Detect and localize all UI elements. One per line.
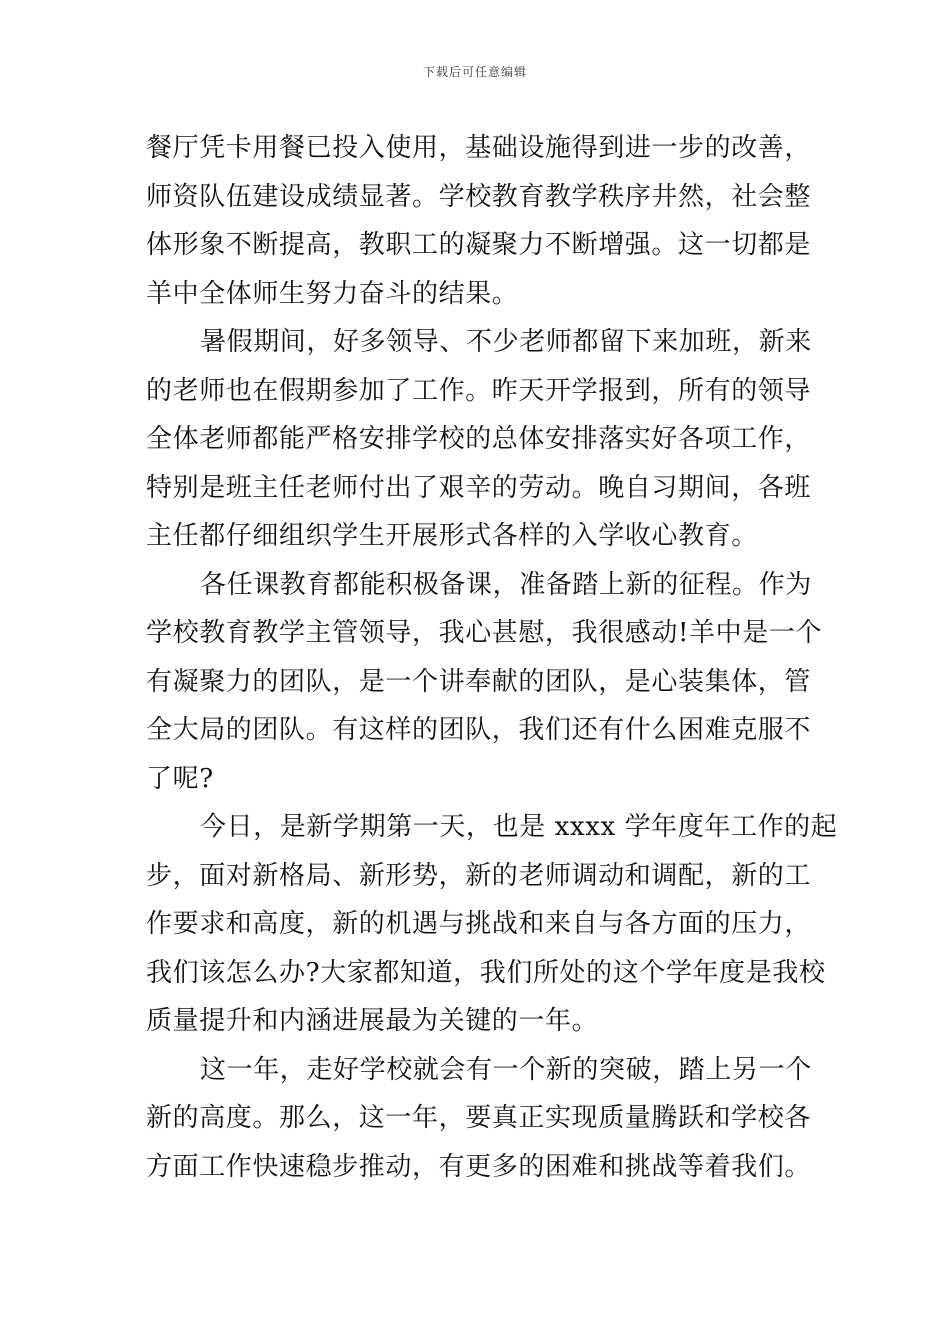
text-line: 各任课教育都能积极备课，准备踏上新的征程。作为	[200, 569, 812, 600]
page-header: 下载后可任意编辑	[422, 65, 527, 79]
text-line: 羊中全体师生努力奋斗的结果。	[146, 278, 519, 309]
text-line: 作要求和高度，新的机遇与挑战和来自与各方面的压力，	[146, 909, 812, 939]
text-line: 新的高度。那么，这一年，要真正实现质量腾跃和学校各	[146, 1103, 812, 1133]
text-line: 主任都仔细组织学生开展形式各样的入学收心教育。	[146, 521, 758, 551]
text-line: 质量提升和内涵进展最为关键的一年。	[146, 1006, 599, 1036]
text-line: 学校教育教学主管领导，我心甚慰，我很感动!羊中是一个	[146, 618, 823, 648]
document-body	[146, 124, 838, 1191]
text-line: 师资队伍建设成绩显著。学校教育教学秩序井然，社会整	[146, 181, 812, 212]
text-line: 步，面对新格局、新形势，新的老师调动和调配，新的工	[146, 860, 812, 891]
text-line: 体形象不断提高，教职工的凝聚力不断增强。这一切都是	[146, 230, 812, 260]
text-line: 特别是班主任老师付出了艰辛的劳动。晚自习期间，各班	[146, 472, 812, 503]
text-line: 的老师也在假期参加了工作。昨天开学报到，所有的领导	[146, 375, 812, 406]
text-line: 这一年，走好学校就会有一个新的突破，踏上另一个	[200, 1054, 812, 1085]
text-line: 有凝聚力的团队，是一个讲奉献的团队，是心装集体，管	[146, 666, 812, 697]
text-line: 暑假期间，好多领导、不少老师都留下来加班，新来	[200, 327, 812, 357]
text-line: 全大局的团队。有这样的团队，我们还有什么困难克服不	[146, 715, 812, 745]
text-line: 方面工作快速稳步推动，有更多的困难和挑战等着我们。	[146, 1151, 812, 1182]
text-line: 全体老师都能严格安排学校的总体安排落实好各项工作，	[146, 424, 812, 454]
text-line: 今日，是新学期第一天，也是 xxxx 学年度年工作的起	[200, 812, 838, 842]
text-line: 餐厅凭卡用餐已投入使用，基础设施得到进一步的改善，	[146, 133, 812, 163]
text-line: 我们该怎么办?大家都知道，我们所处的这个学年度是我校	[146, 957, 826, 988]
text-line: 了呢?	[146, 763, 214, 794]
